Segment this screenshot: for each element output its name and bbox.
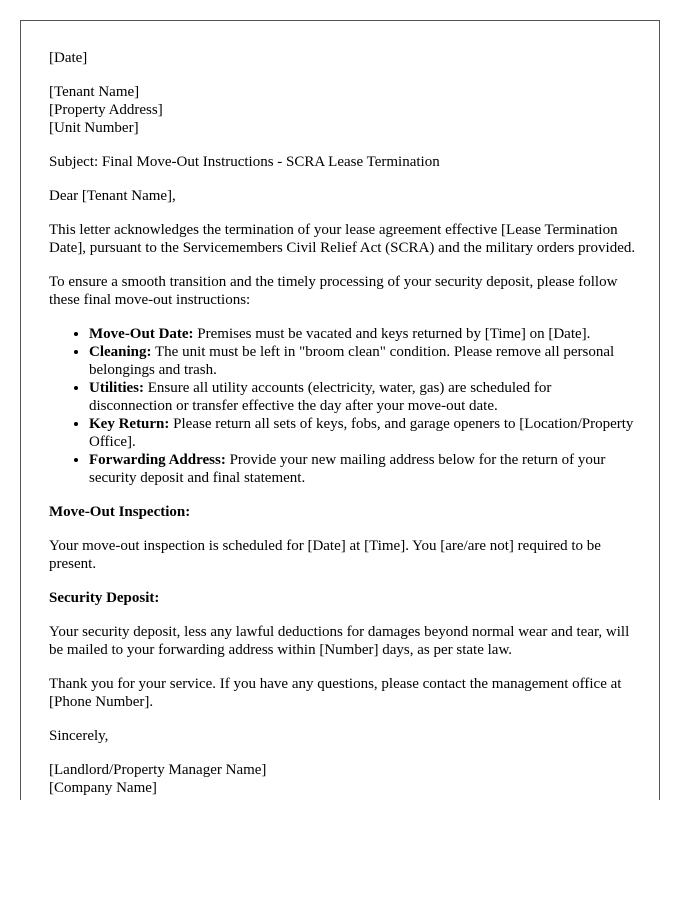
recipient-unit: [Unit Number] xyxy=(49,120,139,136)
list-item xyxy=(89,325,637,343)
signoff: Sincerely, xyxy=(49,728,109,744)
deposit-heading: Security Deposit: xyxy=(49,590,160,606)
list-item xyxy=(89,415,637,451)
inspection-paragraph: Your move-out inspection is scheduled for [Date] at [Time]. You [are/are not] required to be present. xyxy=(49,538,601,572)
signer-company: [Company Name] xyxy=(49,780,157,796)
item-label: Move-Out Date: xyxy=(89,326,194,342)
signer-name: [Landlord/Property Manager Name] xyxy=(49,762,267,778)
instructions-lead: To ensure a smooth transition and the timely processing of your security deposit, please follow these final move-out instructions: xyxy=(49,274,618,308)
deposit-paragraph: Your security deposit, less any lawful deductions for damages beyond normal wear and tear, will be mailed to your forwarding address within [Number] days, as per state law. xyxy=(49,624,630,658)
item-text: Provide your new mailing address below for the return of your security deposit and final statement. xyxy=(89,452,606,486)
letter-page xyxy=(20,20,660,800)
list-item xyxy=(89,379,637,415)
item-label: Key Return: xyxy=(89,416,170,432)
item-text: Premises must be vacated and keys returned by [Time] on [Date]. xyxy=(193,326,591,342)
salutation: Dear [Tenant Name], xyxy=(49,188,176,204)
item-label: Forwarding Address: xyxy=(89,452,226,468)
instructions-list xyxy=(49,325,637,487)
letter-date: [Date] xyxy=(49,50,88,66)
item-label: Utilities: xyxy=(89,380,144,396)
signature-block xyxy=(49,761,637,797)
item-text: The unit must be left in "broom clean" condition. Please remove all personal belongings and trash. xyxy=(89,344,615,378)
list-item xyxy=(89,451,637,487)
item-text: Ensure all utility accounts (electricity, water, gas) are scheduled for disconnection or transfer effective the day after your move-out date. xyxy=(89,380,552,414)
recipient-name: [Tenant Name] xyxy=(49,84,140,100)
recipient-block xyxy=(49,83,637,137)
closing-paragraph: Thank you for your service. If you have any questions, please contact the management office at [Phone Number]. xyxy=(49,676,622,710)
letter-subject: Subject: Final Move-Out Instructions - SCRA Lease Termination xyxy=(49,154,440,170)
list-item xyxy=(89,343,637,379)
recipient-address: [Property Address] xyxy=(49,102,163,118)
inspection-heading: Move-Out Inspection: xyxy=(49,504,191,520)
item-label: Cleaning: xyxy=(89,344,152,360)
letter-body xyxy=(49,49,637,800)
item-text: Please return all sets of keys, fobs, and garage openers to [Location/Property Office]. xyxy=(89,416,634,450)
intro-paragraph: This letter acknowledges the termination of your lease agreement effective [Lease Termination Date], pursuant to the Servicemembers Civil Relief Act (SCRA) and the military orders provided. xyxy=(49,222,636,256)
